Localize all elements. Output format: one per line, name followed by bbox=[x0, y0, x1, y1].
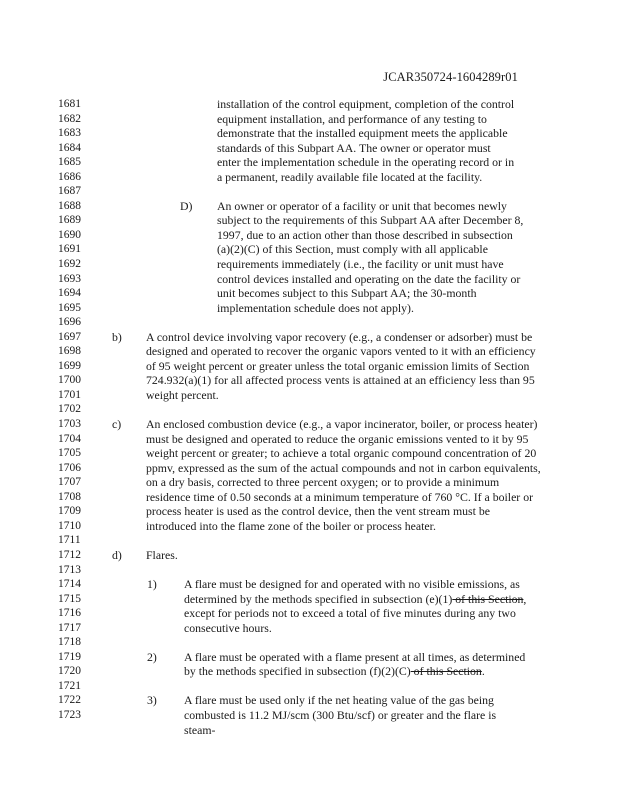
line-number: 1686 bbox=[58, 170, 81, 183]
paragraph-segment: . bbox=[481, 664, 485, 679]
line-number: 1690 bbox=[58, 228, 81, 241]
line-number: 1689 bbox=[58, 214, 81, 227]
line-number: 1696 bbox=[58, 316, 81, 329]
paragraph-text: A control device involving vapor recovery (e.g., a condenser or adsorber) must be designed and operated to recover the organic vapors vented to it with an efficiency of 95 weight percent or greater unless the total organic emission limits of Section 724.932(a)(1) for all affected process vents is attained at an efficiency less than 95 weight percent. bbox=[146, 329, 536, 402]
line-number: 1723 bbox=[58, 708, 81, 721]
paragraph-text bbox=[184, 577, 536, 635]
line-number: 1717 bbox=[58, 621, 81, 634]
paragraph-text: An enclosed combustion device (e.g., a vapor incinerator, boiler, or process heater) must be designed and operated to reduce the organic emissions vented to it by 95 weight percent or greater; to achieve a total organic compound concentration of 20 ppmv, expressed as the sum of the actual compounds and not in carbon equivalents, on a dry basis, corrected to three percent oxygen; or to provide a minimum residence time of 0.50 seconds at a minimum temperature of 760 °C. If a boiler or process heater is used as the control device, then the vent stream must be introduced into the flame zone of the boiler or process heater. bbox=[146, 417, 541, 533]
line-number: 1708 bbox=[58, 490, 81, 503]
line-number: 1714 bbox=[58, 578, 81, 591]
line-number: 1702 bbox=[58, 403, 81, 416]
line-number: 1698 bbox=[58, 345, 81, 358]
line-number: 1711 bbox=[58, 534, 81, 547]
continued-paragraph bbox=[0, 97, 621, 184]
line-number: 1722 bbox=[58, 694, 81, 707]
paragraph-segment: , except for periods not to exceed a total of five minutes during any two consecutive hours. bbox=[184, 591, 527, 635]
line-number: 1713 bbox=[58, 563, 81, 576]
line-number: 1712 bbox=[58, 548, 81, 561]
line-number: 1719 bbox=[58, 650, 81, 663]
subsection-marker: d) bbox=[112, 547, 122, 562]
subsection-marker: D) bbox=[180, 198, 193, 213]
document-id: JCAR350724-1604289r01 bbox=[383, 70, 518, 84]
paragraph-text: Flares. bbox=[146, 547, 178, 562]
struck-text: of this Section bbox=[410, 664, 482, 679]
subsection-d bbox=[0, 548, 621, 563]
paragraph-segment: A flare must be operated with a flame present at all times, as determined by the methods specified in subsection (f)(2)(C) bbox=[184, 649, 526, 679]
paragraph-text: A flare must be used only if the net heating value of the gas being combusted is 11.2 MJ/scm (300 Btu/scf) or greater and the flare is steam- bbox=[184, 693, 497, 737]
subsection-d-3 bbox=[0, 693, 621, 737]
line-number: 1710 bbox=[58, 519, 81, 532]
paragraph-text bbox=[184, 650, 536, 679]
line-number: 1692 bbox=[58, 258, 81, 271]
subsection-marker: b) bbox=[112, 329, 122, 344]
line-number: 1691 bbox=[58, 243, 81, 256]
line-number: 1703 bbox=[58, 418, 81, 431]
paragraph-segment: A flare must be designed for and operated with no visible emissions, as determined by the methods specified in subsection (e)(1) bbox=[184, 577, 520, 606]
line-number: 1700 bbox=[58, 374, 81, 387]
line-number: 1716 bbox=[58, 607, 81, 620]
subsection-c bbox=[0, 417, 621, 533]
line-number: 1699 bbox=[58, 359, 81, 372]
line-number: 1684 bbox=[58, 141, 81, 154]
line-number: 1721 bbox=[58, 679, 81, 692]
line-number: 1687 bbox=[58, 185, 81, 198]
line-number: 1685 bbox=[58, 156, 81, 169]
line-number: 1705 bbox=[58, 447, 81, 460]
line-number: 1693 bbox=[58, 272, 81, 285]
line-number: 1720 bbox=[58, 665, 81, 678]
struck-text: of this Section bbox=[452, 591, 524, 606]
line-number: 1709 bbox=[58, 505, 81, 518]
line-number: 1688 bbox=[58, 199, 81, 212]
line-number: 1681 bbox=[58, 98, 81, 110]
subsection-D bbox=[0, 199, 621, 315]
paragraph-text: installation of the control equipment, completion of the control equipment installation, and performance of any testing to demonstrate that the installed equipment meets the applicable standards of this Subpart AA. The owner or operator must enter the implementation schedule in the operating record or in a permanent, readily available file located at the facility. bbox=[217, 97, 515, 184]
line-number: 1718 bbox=[58, 636, 81, 649]
line-number: 1707 bbox=[58, 476, 81, 489]
subsection-d-1 bbox=[0, 577, 621, 635]
line-number: 1694 bbox=[58, 287, 81, 300]
line-number: 1682 bbox=[58, 112, 81, 125]
line-number: 1706 bbox=[58, 461, 81, 474]
subsection-marker: 2) bbox=[147, 649, 157, 664]
line-number: 1697 bbox=[58, 330, 81, 343]
line-number: 1704 bbox=[58, 432, 81, 445]
line-number: 1701 bbox=[58, 388, 81, 401]
subsection-marker: 3) bbox=[147, 693, 157, 708]
line-number: 1695 bbox=[58, 301, 81, 314]
document-body bbox=[0, 97, 621, 737]
line-number: 1715 bbox=[58, 592, 81, 605]
paragraph-text: An owner or operator of a facility or unit that becomes newly subject to the requirements of this Subpart AA after December 8, 1997, due to an action other than those described in subsection (a)(2)(C) of this Section, must comply with all applicable requirements immediately (i.e., the facility or unit must have control devices installed and operating on the date the facility or unit becomes subject to this Subpart AA; the 30-month implementation schedule does not apply). bbox=[217, 198, 524, 315]
subsection-marker: 1) bbox=[147, 577, 157, 592]
subsection-marker: c) bbox=[112, 417, 122, 432]
subsection-d-2 bbox=[0, 650, 621, 679]
line-number: 1683 bbox=[58, 127, 81, 140]
subsection-b bbox=[0, 330, 621, 403]
